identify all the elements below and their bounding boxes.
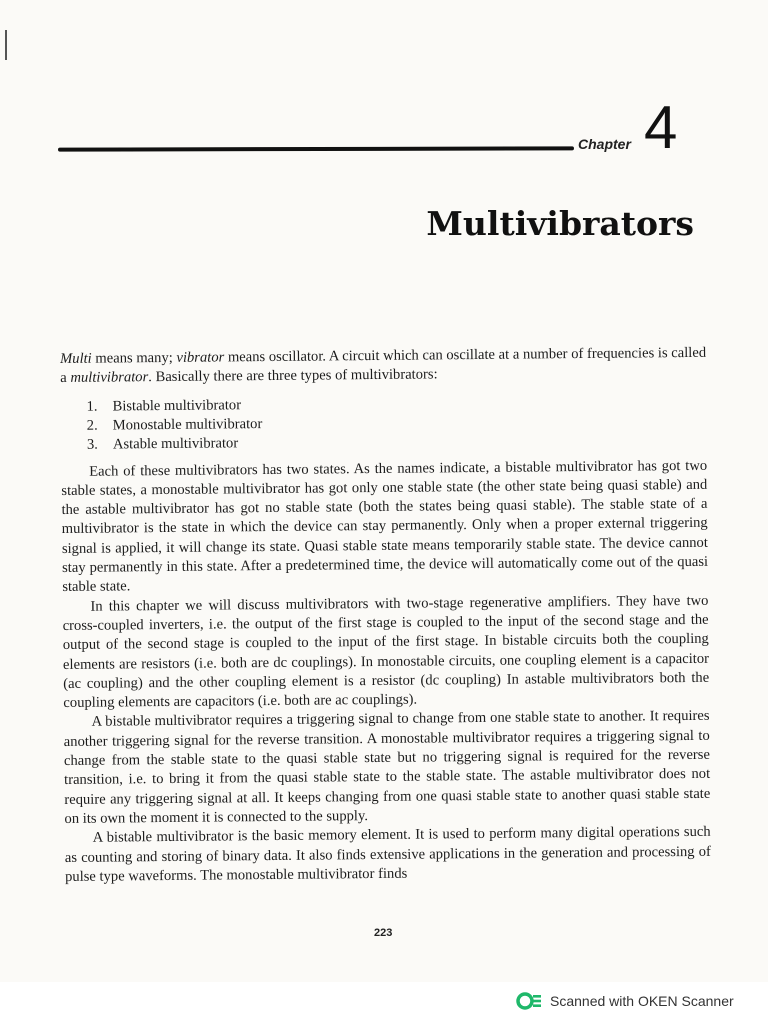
oken-scanner-logo-icon <box>516 990 542 1012</box>
intro-paragraph <box>60 344 706 389</box>
page-number: 223 <box>374 927 393 939</box>
term-vibrator: vibrator <box>176 349 225 366</box>
chapter-title: Multivibrators <box>426 204 694 243</box>
list-item-label: Monostable multivibrator <box>112 415 263 434</box>
paragraph-states: Each of these multivibrators has two states. As the names indicate, a bistable multivibrator has got two stable states, a monostable multivibrator has got only one stable state (the other state being quasi stable) and the astable multivibrator has got no stable state (both the states being quasi stable). The stable state of a multivibrator is the state in which the device can stay permanently. Only when a proper external triggering signal is applied, it will change its state. Quasi stable state means temporarily stable state. The device cannot stay permanently in this state. After a predetermined time, the device will automatically come out of the quasi stable state. <box>61 457 709 596</box>
list-item-number: 2. <box>86 417 98 434</box>
paragraph-coupling: In this chapter we will discuss multivibrators with two-stage regenerative amplifiers. They have two cross-coupled inverters, i.e. the output of the first stage is coupled to the input of the second stage and the output of the second stage is coupled to the input of the first stage. In bistable circuits both the coupling elements are resistors (i.e. both are dc couplings). In monostable circuits, one coupling element is a capacitor (ac coupling) and the other coupling element is a resistor (dc coupling) In astable multivibrators both the coupling elements are capacitors (i.e. both are ac couplings). <box>62 592 710 712</box>
body-text <box>60 344 711 887</box>
list-item-number: 1. <box>86 398 98 415</box>
intro-text-2: means oscillator. A circuit which can oscillate at a number of frequencies is called a <box>60 344 707 387</box>
term-multivibrator: multivibrator <box>70 369 149 387</box>
margin-mark <box>5 30 7 60</box>
multivibrator-types-list <box>86 391 707 454</box>
chapter-rule <box>58 146 574 151</box>
term-multi: Multi <box>60 350 92 367</box>
list-item-number: 3. <box>86 436 98 453</box>
paragraph-applications: A bistable multivibrator is the basic memory element. It is used to perform many digital operations such as counting and storing of binary data. It also finds extensive applications in the generation and processing of pulse type waveforms. The monostable multivibrator finds <box>64 824 711 885</box>
paragraph-triggering: A bistable multivibrator requires a triggering signal to change from one stable state to another. It requires another triggering signal for the reverse transition. A monostable multivibrator requires a triggering signal to change from the stable state to the quasi stable state but no triggering signal is required for the reverse transition, i.e. to bring it from the quasi stable state to the stable state. The astable multivibrator does not require any triggering signal at all. It keeps changing from one quasi stable state to another quasi stable state on its own the moment it is connected to the supply. <box>63 708 711 827</box>
intro-text-1: means many; <box>91 349 177 367</box>
scanner-watermark <box>516 990 734 1012</box>
chapter-label: Chapter <box>578 136 631 152</box>
intro-text-3: . Basically there are three types of multivibrators: <box>148 366 438 386</box>
list-item-label: Astable multivibrator <box>112 434 239 453</box>
list-item-label: Bistable multivibrator <box>112 396 242 415</box>
chapter-number: 4 <box>644 94 678 161</box>
scanner-label: Scanned with OKEN Scanner <box>550 993 734 1009</box>
